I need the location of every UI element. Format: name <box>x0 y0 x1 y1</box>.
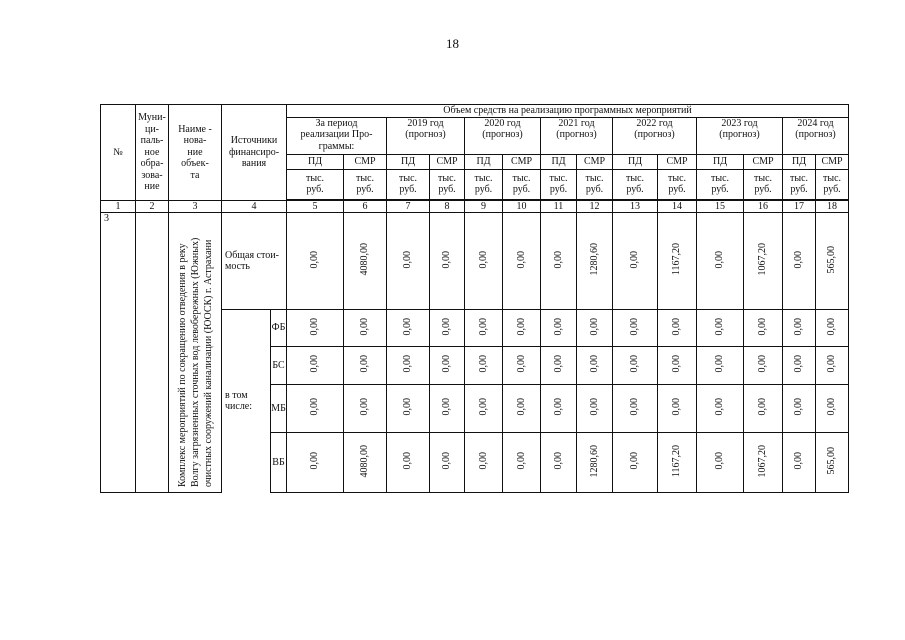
value-cell <box>541 433 577 493</box>
unit-label: тыс. руб. <box>465 169 503 199</box>
value-cell <box>783 385 816 433</box>
value: 0,00 <box>629 317 641 335</box>
value-cell <box>465 213 503 310</box>
value-cell <box>697 213 744 310</box>
sub-pd: ПД <box>387 154 430 169</box>
row-number: 3 <box>101 213 136 493</box>
value-cell <box>577 433 613 493</box>
col-number: 10 <box>503 200 541 213</box>
value: 4080,00 <box>359 444 371 477</box>
col-number: 1 <box>101 200 136 213</box>
value: 0,00 <box>714 250 726 268</box>
value: 0,00 <box>441 317 453 335</box>
value-cell <box>577 213 613 310</box>
period-2021: 2021 год (прогноз) <box>541 117 613 154</box>
period-2022: 2022 год (прогноз) <box>613 117 697 154</box>
value: 0,00 <box>359 355 371 373</box>
sub-smr: СМР <box>744 154 783 169</box>
col-number: 4 <box>222 200 287 213</box>
value-cell <box>744 310 783 347</box>
including-label: в том числе: <box>222 310 271 493</box>
value: 0,00 <box>477 317 489 335</box>
value-cell <box>503 433 541 493</box>
value-cell <box>816 385 849 433</box>
col-number: 17 <box>783 200 816 213</box>
source-code: ФБ <box>271 310 287 347</box>
value-cell <box>816 213 849 310</box>
value-cell <box>430 310 465 347</box>
value: 0,00 <box>515 355 527 373</box>
col-number: 5 <box>287 200 344 213</box>
sub-smr: СМР <box>816 154 849 169</box>
col-number: 11 <box>541 200 577 213</box>
value-cell <box>658 213 697 310</box>
value-cell <box>613 433 658 493</box>
value-cell <box>613 347 658 385</box>
value-cell <box>816 433 849 493</box>
value-cell <box>287 310 344 347</box>
value: 1280,60 <box>588 444 600 477</box>
value: 0,00 <box>552 398 564 416</box>
value-cell <box>613 385 658 433</box>
unit-label: тыс. руб. <box>577 169 613 199</box>
period-2023: 2023 год (прогноз) <box>697 117 783 154</box>
unit-label: тыс. руб. <box>287 169 344 199</box>
object-name: Комплекс мероприятий по сокращению отведения в реку Волгу загрязненных сточных вод левобережных (Южных) очистных сооружений канализации (ЮОСК) г. Астрахани <box>176 237 214 487</box>
value-cell <box>697 385 744 433</box>
value-cell <box>503 310 541 347</box>
col-number: 9 <box>465 200 503 213</box>
value-cell <box>387 310 430 347</box>
sub-pd: ПД <box>697 154 744 169</box>
value: 0,00 <box>402 250 414 268</box>
unit-label: тыс. руб. <box>816 169 849 199</box>
value: 0,00 <box>309 398 321 416</box>
value-cell <box>816 347 849 385</box>
value: 0,00 <box>515 398 527 416</box>
col-number: 2 <box>136 200 169 213</box>
source-code: ВБ <box>271 433 287 493</box>
value-cell <box>387 385 430 433</box>
value-cell <box>613 310 658 347</box>
value: 0,00 <box>309 355 321 373</box>
period-2024: 2024 год (прогноз) <box>783 117 849 154</box>
value: 1167,20 <box>671 444 683 477</box>
value-cell <box>465 347 503 385</box>
value-cell <box>697 347 744 385</box>
value-cell <box>430 213 465 310</box>
value: 0,00 <box>477 250 489 268</box>
value-cell <box>503 385 541 433</box>
col-header-object: Наиме - нова- ние объек- та <box>169 105 222 201</box>
unit-label: тыс. руб. <box>503 169 541 199</box>
sub-pd: ПД <box>613 154 658 169</box>
value-cell <box>465 310 503 347</box>
value: 1167,20 <box>671 243 683 276</box>
value: 0,00 <box>588 398 600 416</box>
value-cell <box>613 213 658 310</box>
value-cell <box>697 310 744 347</box>
value-cell <box>658 433 697 493</box>
period-2020: 2020 год (прогноз) <box>465 117 541 154</box>
value: 0,00 <box>714 355 726 373</box>
unit-label: тыс. руб. <box>658 169 697 199</box>
value-cell <box>430 433 465 493</box>
value-cell <box>344 433 387 493</box>
col-number: 3 <box>169 200 222 213</box>
volume-header: Объем средств на реализацию программных мероприятий <box>287 105 849 118</box>
value-cell <box>541 347 577 385</box>
value-cell <box>344 385 387 433</box>
value: 0,00 <box>441 355 453 373</box>
value: 0,00 <box>477 355 489 373</box>
value-cell <box>344 213 387 310</box>
value-cell <box>503 347 541 385</box>
value-cell <box>658 385 697 433</box>
value-cell <box>541 385 577 433</box>
unit-label: тыс. руб. <box>430 169 465 199</box>
value-cell <box>465 433 503 493</box>
value: 0,00 <box>309 452 321 470</box>
value-cell <box>541 213 577 310</box>
col-number: 12 <box>577 200 613 213</box>
value-cell <box>658 310 697 347</box>
value: 0,00 <box>359 398 371 416</box>
value: 0,00 <box>629 398 641 416</box>
value-cell <box>783 433 816 493</box>
value-cell <box>744 385 783 433</box>
value: 0,00 <box>552 355 564 373</box>
value: 0,00 <box>714 317 726 335</box>
value: 0,00 <box>477 398 489 416</box>
value: 0,00 <box>402 398 414 416</box>
col-number: 13 <box>613 200 658 213</box>
value-cell <box>387 347 430 385</box>
value: 0,00 <box>402 355 414 373</box>
unit-label: тыс. руб. <box>541 169 577 199</box>
value-cell <box>344 310 387 347</box>
value: 0,00 <box>515 250 527 268</box>
value-cell <box>783 213 816 310</box>
value: 0,00 <box>714 398 726 416</box>
value: 0,00 <box>826 317 838 335</box>
unit-label: тыс. руб. <box>344 169 387 199</box>
value-cell <box>577 385 613 433</box>
value: 1067,20 <box>757 243 769 276</box>
sub-pd: ПД <box>465 154 503 169</box>
value: 0,00 <box>757 355 769 373</box>
value: 0,00 <box>309 250 321 268</box>
sub-smr: СМР <box>503 154 541 169</box>
col-number: 14 <box>658 200 697 213</box>
col-number: 18 <box>816 200 849 213</box>
value: 0,00 <box>441 452 453 470</box>
col-header-no: № <box>101 105 136 201</box>
value: 0,00 <box>441 250 453 268</box>
value: 0,00 <box>552 250 564 268</box>
value-cell <box>503 213 541 310</box>
value-cell <box>658 347 697 385</box>
unit-label: тыс. руб. <box>613 169 658 199</box>
value-cell <box>577 347 613 385</box>
sub-smr: СМР <box>658 154 697 169</box>
value: 0,00 <box>477 452 489 470</box>
sub-smr: СМР <box>430 154 465 169</box>
value: 0,00 <box>588 355 600 373</box>
value: 0,00 <box>629 452 641 470</box>
value-cell <box>783 310 816 347</box>
sub-pd: ПД <box>541 154 577 169</box>
value: 0,00 <box>515 452 527 470</box>
value: 0,00 <box>629 355 641 373</box>
financing-table <box>100 104 849 493</box>
value: 0,00 <box>402 452 414 470</box>
value: 0,00 <box>309 317 321 335</box>
value: 0,00 <box>629 250 641 268</box>
value-cell <box>541 310 577 347</box>
unit-label: тыс. руб. <box>387 169 430 199</box>
value-cell <box>744 347 783 385</box>
value-cell <box>697 433 744 493</box>
value: 0,00 <box>515 317 527 335</box>
col-number: 8 <box>430 200 465 213</box>
value: 0,00 <box>714 452 726 470</box>
unit-label: тыс. руб. <box>744 169 783 199</box>
value-cell <box>744 213 783 310</box>
value: 0,00 <box>757 398 769 416</box>
value-cell <box>287 347 344 385</box>
period-total: За период реализации Про- граммы: <box>287 117 387 154</box>
value: 0,00 <box>552 317 564 335</box>
source-code: МБ <box>271 385 287 433</box>
value: 0,00 <box>671 355 683 373</box>
value: 0,00 <box>588 317 600 335</box>
value: 0,00 <box>359 317 371 335</box>
col-header-sources: Источники финансиро- вания <box>222 105 287 201</box>
value: 0,00 <box>826 355 838 373</box>
unit-label: тыс. руб. <box>783 169 816 199</box>
municipality-cell <box>136 213 169 493</box>
value: 0,00 <box>793 355 805 373</box>
value-cell <box>430 347 465 385</box>
value-cell <box>344 347 387 385</box>
source-code: БС <box>271 347 287 385</box>
value-cell <box>783 347 816 385</box>
value: 4080,00 <box>359 243 371 276</box>
sub-pd: ПД <box>783 154 816 169</box>
sub-pd: ПД <box>287 154 344 169</box>
value-cell <box>287 385 344 433</box>
value: 0,00 <box>552 452 564 470</box>
value-cell <box>465 385 503 433</box>
value: 1280,60 <box>588 243 600 276</box>
col-number: 6 <box>344 200 387 213</box>
col-number: 16 <box>744 200 783 213</box>
total-cost-label: Общая стои- мость <box>222 213 287 310</box>
value: 0,00 <box>793 398 805 416</box>
sub-smr: СМР <box>577 154 613 169</box>
period-2019: 2019 год (прогноз) <box>387 117 465 154</box>
value-cell <box>287 433 344 493</box>
page-number: 18 <box>446 36 459 51</box>
value: 565,00 <box>826 245 838 273</box>
value-cell <box>387 213 430 310</box>
object-name-cell <box>169 213 222 493</box>
col-number: 15 <box>697 200 744 213</box>
value: 0,00 <box>671 398 683 416</box>
value: 0,00 <box>441 398 453 416</box>
value: 0,00 <box>826 398 838 416</box>
value: 0,00 <box>671 317 683 335</box>
value: 565,00 <box>826 447 838 475</box>
value: 1067,20 <box>757 444 769 477</box>
value: 0,00 <box>793 250 805 268</box>
value-cell <box>816 310 849 347</box>
value: 0,00 <box>757 317 769 335</box>
value: 0,00 <box>793 452 805 470</box>
value-cell <box>387 433 430 493</box>
unit-label: тыс. руб. <box>697 169 744 199</box>
value-cell <box>744 433 783 493</box>
sub-smr: СМР <box>344 154 387 169</box>
value-cell <box>577 310 613 347</box>
value: 0,00 <box>402 317 414 335</box>
col-number: 7 <box>387 200 430 213</box>
value-cell <box>430 385 465 433</box>
col-header-municipality: Муни- ци- паль- ное обра- зова- ние <box>136 105 169 201</box>
value: 0,00 <box>793 317 805 335</box>
value-cell <box>287 213 344 310</box>
